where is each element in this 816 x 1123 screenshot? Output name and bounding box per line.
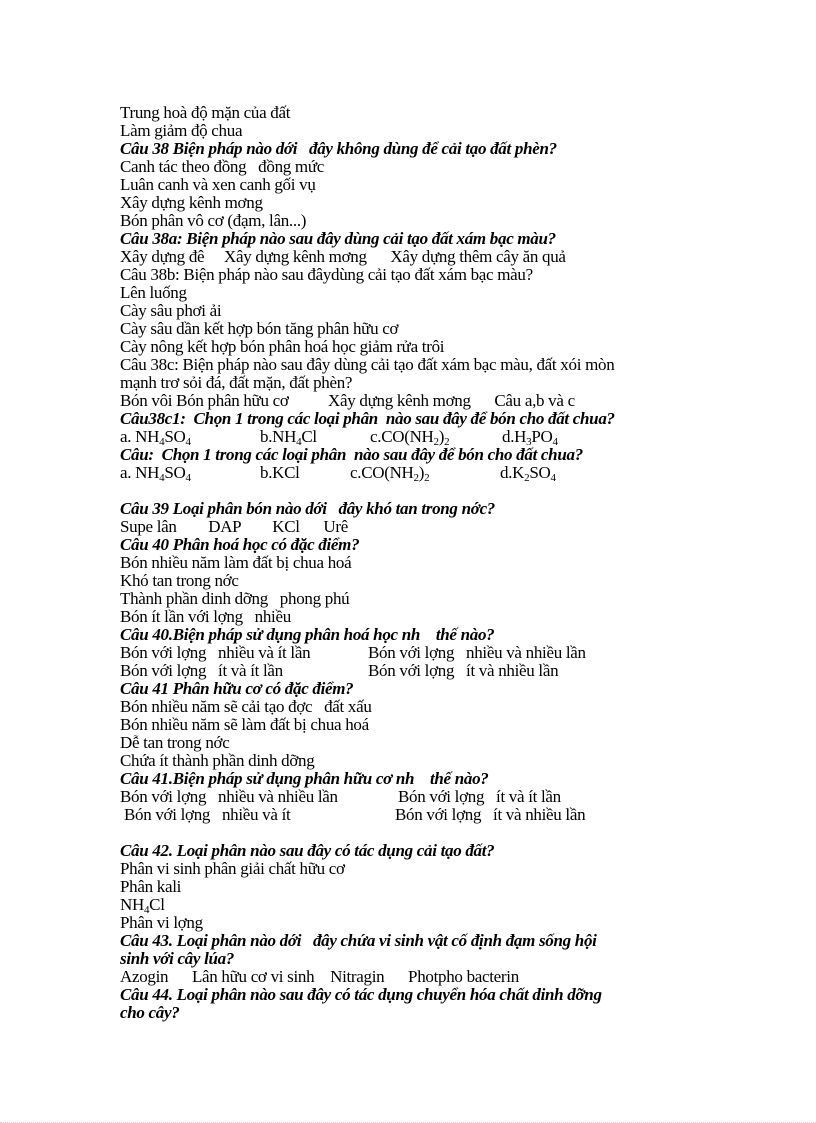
option-1: Bón với lợng nhiều và nhiều lần bbox=[120, 787, 338, 806]
answer-option: Lên luống bbox=[120, 283, 187, 302]
question-43-title-line-2: sinh với cây lúa? bbox=[120, 949, 235, 968]
answer-option: $NH_4Cl$ bbox=[120, 895, 165, 916]
question-40b-title: Câu 40.Biện pháp sử dụng phân hoá học nh thế nào? bbox=[120, 625, 495, 644]
text-line: Làm giảm độ chua bbox=[120, 121, 243, 140]
option-b: b.KCl bbox=[260, 463, 300, 482]
answer-option: Luân canh và xen canh gối vụ bbox=[120, 175, 316, 194]
question-38c1-title: Câu38c1: Chọn 1 trong các loại phân nào sau đây để bón cho đất chua? bbox=[120, 409, 615, 428]
answer-option: Xây dựng kênh mơng bbox=[120, 193, 263, 212]
answer-options-row: Xây dựng đê Xây dựng kênh mơng Xây dựng thêm cây ăn quả bbox=[120, 247, 566, 266]
option-4: Bón với lợng ít và nhiều lần bbox=[395, 805, 586, 824]
answer-option: Canh tác theo đồng đồng mức bbox=[120, 157, 324, 176]
answer-option: Cày sâu phơi ải bbox=[120, 301, 222, 320]
question-43-title-line-1: Câu 43. Loại phân nào dới đây chứa vi sinh vật cố định đạm sống hội bbox=[120, 931, 597, 950]
answer-options-row bbox=[120, 428, 710, 446]
answer-options-row: Supe lân DAP KCl Urê bbox=[120, 517, 349, 536]
option-a: a. $NH_4SO_4$ bbox=[120, 427, 191, 448]
answer-option: Bón nhiều năm sẽ cải tạo đợc đất xấu bbox=[120, 697, 372, 716]
question-44-title-line-2: cho cây? bbox=[120, 1003, 180, 1022]
answer-option: Phân vi lợng bbox=[120, 913, 203, 932]
answer-options-row: Bón vôi Bón phân hữu cơ Xây dựng kênh mơng Câu a,b và c bbox=[120, 391, 575, 410]
answer-options-row: Azogin Lân hữu cơ vi sinh Nitragin Photpho bacterin bbox=[120, 967, 519, 986]
option-4: Bón với lợng ít và nhiều lần bbox=[368, 661, 559, 680]
question-38-title: Câu 38 Biện pháp nào dới đây không dùng để cải tạo đất phèn? bbox=[120, 139, 557, 158]
page-bottom-border bbox=[0, 1119, 816, 1123]
spacer bbox=[120, 482, 710, 500]
answer-options-row bbox=[120, 644, 710, 662]
answer-option: Thành phần dinh dỡng phong phú bbox=[120, 589, 350, 608]
option-2: Bón với lợng nhiều và nhiều lần bbox=[368, 643, 586, 662]
answer-option: Khó tan trong nớc bbox=[120, 571, 239, 590]
option-a: a. $NH_4SO_4$ bbox=[120, 463, 191, 484]
answer-option: Bón nhiều năm sẽ làm đất bị chua hoá bbox=[120, 715, 369, 734]
answer-options-row bbox=[120, 806, 710, 824]
answer-option: Cày nông kết hợp bón phân hoá học giảm rửa trôi bbox=[120, 337, 445, 356]
answer-option: Bón phân vô cơ (đạm, lân...) bbox=[120, 211, 307, 230]
question-44-title-line-1: Câu 44. Loại phân nào sau đây có tác dụng chuyển hóa chất dinh dỡng bbox=[120, 985, 602, 1004]
option-1: Bón với lợng nhiều và ít lần bbox=[120, 643, 311, 662]
question-42-title: Câu 42. Loại phân nào sau đây có tác dụng cải tạo đất? bbox=[120, 841, 495, 860]
question-38a-title: Câu 38a: Biện pháp nào sau đây dùng cải tạo đất xám bạc màu? bbox=[120, 229, 556, 248]
answer-options-row bbox=[120, 464, 710, 482]
answer-option: Bón nhiều năm làm đất bị chua hoá bbox=[120, 553, 352, 572]
question-38c-title-line-2: mạnh trơ sỏi đá, đất mặn, đất phèn? bbox=[120, 373, 353, 392]
answer-option: Phân kali bbox=[120, 877, 182, 896]
document-body bbox=[120, 104, 710, 1022]
question-39-title: Câu 39 Loại phân bón nào dới đây khó tan trong nớc? bbox=[120, 499, 496, 518]
option-c: $c.CO(NH_2)_2$ bbox=[370, 427, 450, 448]
text-line: Trung hoà độ mặn của đất bbox=[120, 103, 291, 122]
option-3: Bón với lợng nhiều và ít bbox=[120, 805, 291, 824]
option-d: $d.K_2SO_4$ bbox=[500, 463, 556, 484]
answer-option: Cày sâu dần kết hợp bón tăng phân hữu cơ bbox=[120, 319, 399, 338]
question-41-title: Câu 41 Phân hữu cơ có đặc điểm? bbox=[120, 679, 354, 698]
question-40-title: Câu 40 Phân hoá học có đặc điểm? bbox=[120, 535, 360, 554]
option-3: Bón với lợng ít và ít lần bbox=[120, 661, 283, 680]
question-38c-title-line-1: Câu 38c: Biện pháp nào sau đây dùng cải tạo đất xám bạc màu, đất xói mòn bbox=[120, 355, 615, 374]
question-chua-title: Câu: Chọn 1 trong các loại phân nào sau đây để bón cho đất chua? bbox=[120, 445, 583, 464]
answer-options-row bbox=[120, 662, 710, 680]
answer-option: Dễ tan trong nớc bbox=[120, 733, 230, 752]
option-2: Bón với lợng ít và ít lần bbox=[398, 787, 561, 806]
spacer bbox=[120, 824, 710, 842]
option-c: $c.CO(NH_2)_2$ bbox=[350, 463, 430, 484]
answer-option: Bón ít lần với lợng nhiều bbox=[120, 607, 291, 626]
option-d: $d.H_3PO_4$ bbox=[502, 427, 558, 448]
answer-option: Chứa ít thành phần dinh dỡng bbox=[120, 751, 315, 770]
answer-options-row bbox=[120, 788, 710, 806]
question-41b-title: Câu 41.Biện pháp sử dụng phân hữu cơ nh thế nào? bbox=[120, 769, 489, 788]
option-b: $b.NH_4Cl$ bbox=[260, 427, 317, 448]
answer-option: Phân vi sinh phân giải chất hữu cơ bbox=[120, 859, 345, 878]
question-38b-title: Câu 38b: Biện pháp nào sau đâydùng cải tạo đất xám bạc màu? bbox=[120, 265, 533, 284]
